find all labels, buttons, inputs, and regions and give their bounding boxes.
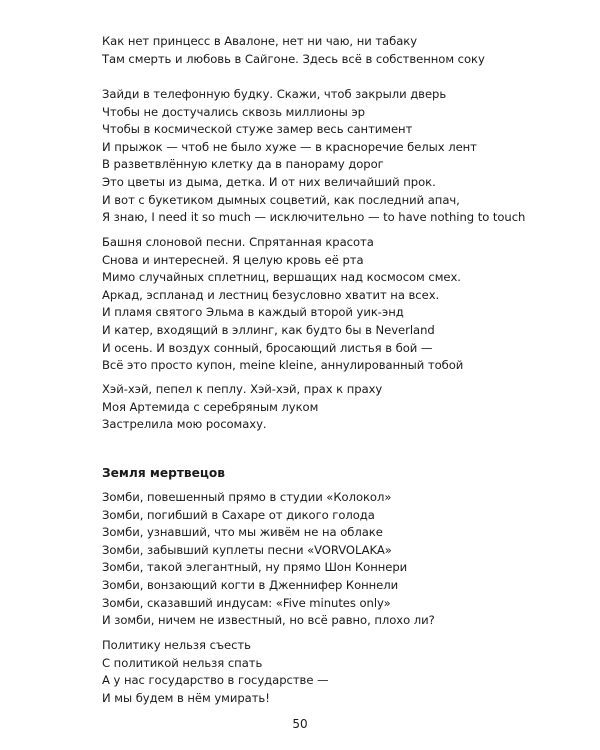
poem-line: И пламя святого Эльма в каждый второй уик-энд [102, 305, 404, 320]
poem-line: Чтобы не достучались сквозь миллионы эр [102, 104, 365, 119]
poem-line: Я знаю, I need it so much — исключительно — to have nothing to touch [102, 210, 526, 225]
poem-line: И катер, входящий в эллинг, как будто бы в Neverland [102, 322, 435, 337]
poem-line: Зомби, сказавший индусам: «Five minutes only» [102, 595, 391, 610]
poem-line: Застрелила мою росомаху. [102, 417, 267, 432]
poem-line: И зомби, ничем не известный, но всё равно, плохо ли? [102, 613, 435, 628]
stanza-5 [102, 489, 582, 630]
poem-line: Зомби, повешенный прямо в студии «Колокол» [102, 490, 392, 504]
poem-line: Зомби, погибший в Сахаре от дикого голода [102, 507, 375, 522]
poem-line: Зайди в телефонную будку. Скажи, чтоб закрыли дверь [102, 87, 447, 101]
poem-line: Башня слоновой песни. Спрятанная красота [102, 235, 374, 249]
poem-line: И осень. И воздух сонный, бросающий листья в бой — [102, 340, 433, 355]
poem-line: Зомби, узнавший, что мы живём не на облаке [102, 525, 383, 540]
poem-line: Там смерть и любовь в Сайгоне. Здесь всё в собственном соку [102, 51, 485, 66]
stanza-1 [102, 33, 582, 68]
stanza-3 [102, 234, 582, 375]
page-number: 50 [292, 717, 308, 731]
poem-line: Хэй-хэй, пепел к пеплу. Хэй-хэй, прах к праху [102, 382, 383, 396]
poem-title: Земля мертвецов [102, 466, 225, 480]
poem-line: Мимо случайных сплетниц, вершащих над космосом смех. [102, 270, 461, 285]
poem-line: Аркад, эспланад и лестниц безусловно хватит на всех. [102, 287, 440, 302]
stanza-4 [102, 381, 582, 434]
poem-line: И вот с букетиком дымных соцветий, как последний апач, [102, 192, 460, 207]
poem-line: Снова и интересней. Я целую кровь её рта [102, 252, 364, 267]
poem-line: Политику нельзя съесть [102, 638, 251, 652]
poem-line: Чтобы в космической стуже замер весь сантимент [102, 122, 413, 137]
poem-line: Как нет принцесс в Авалоне, нет ни чаю, ни табаку [102, 34, 418, 48]
poem-line: Зомби, такой элегантный, ну прямо Шон Коннери [102, 560, 408, 575]
poem-line: Моя Артемида с серебряным луком [102, 399, 319, 414]
poem-line: Зомби, забывший куплеты песни «VORVOLAKA» [102, 542, 392, 557]
poem-line: Всё это просто купон, meine kleine, аннулированный тобой [102, 358, 464, 373]
stanza-2 [102, 86, 582, 227]
poem-line: И прыжок — чтоб не было хуже — в красноречие белых лент [102, 139, 477, 154]
poem-line: Зомби, вонзающий когти в Дженнифер Коннели [102, 577, 399, 592]
poem-line: В разветвлённую клетку да в панораму дорог [102, 157, 384, 172]
poem-line: С политикой нельзя спать [102, 655, 263, 670]
poem-line: И мы будем в нём умирать! [102, 690, 270, 705]
poem-line: А у нас государство в государстве — [102, 673, 329, 688]
stanza-6 [102, 637, 582, 707]
poem-line: Это цветы из дыма, детка. И от них величайший прок. [102, 174, 436, 189]
